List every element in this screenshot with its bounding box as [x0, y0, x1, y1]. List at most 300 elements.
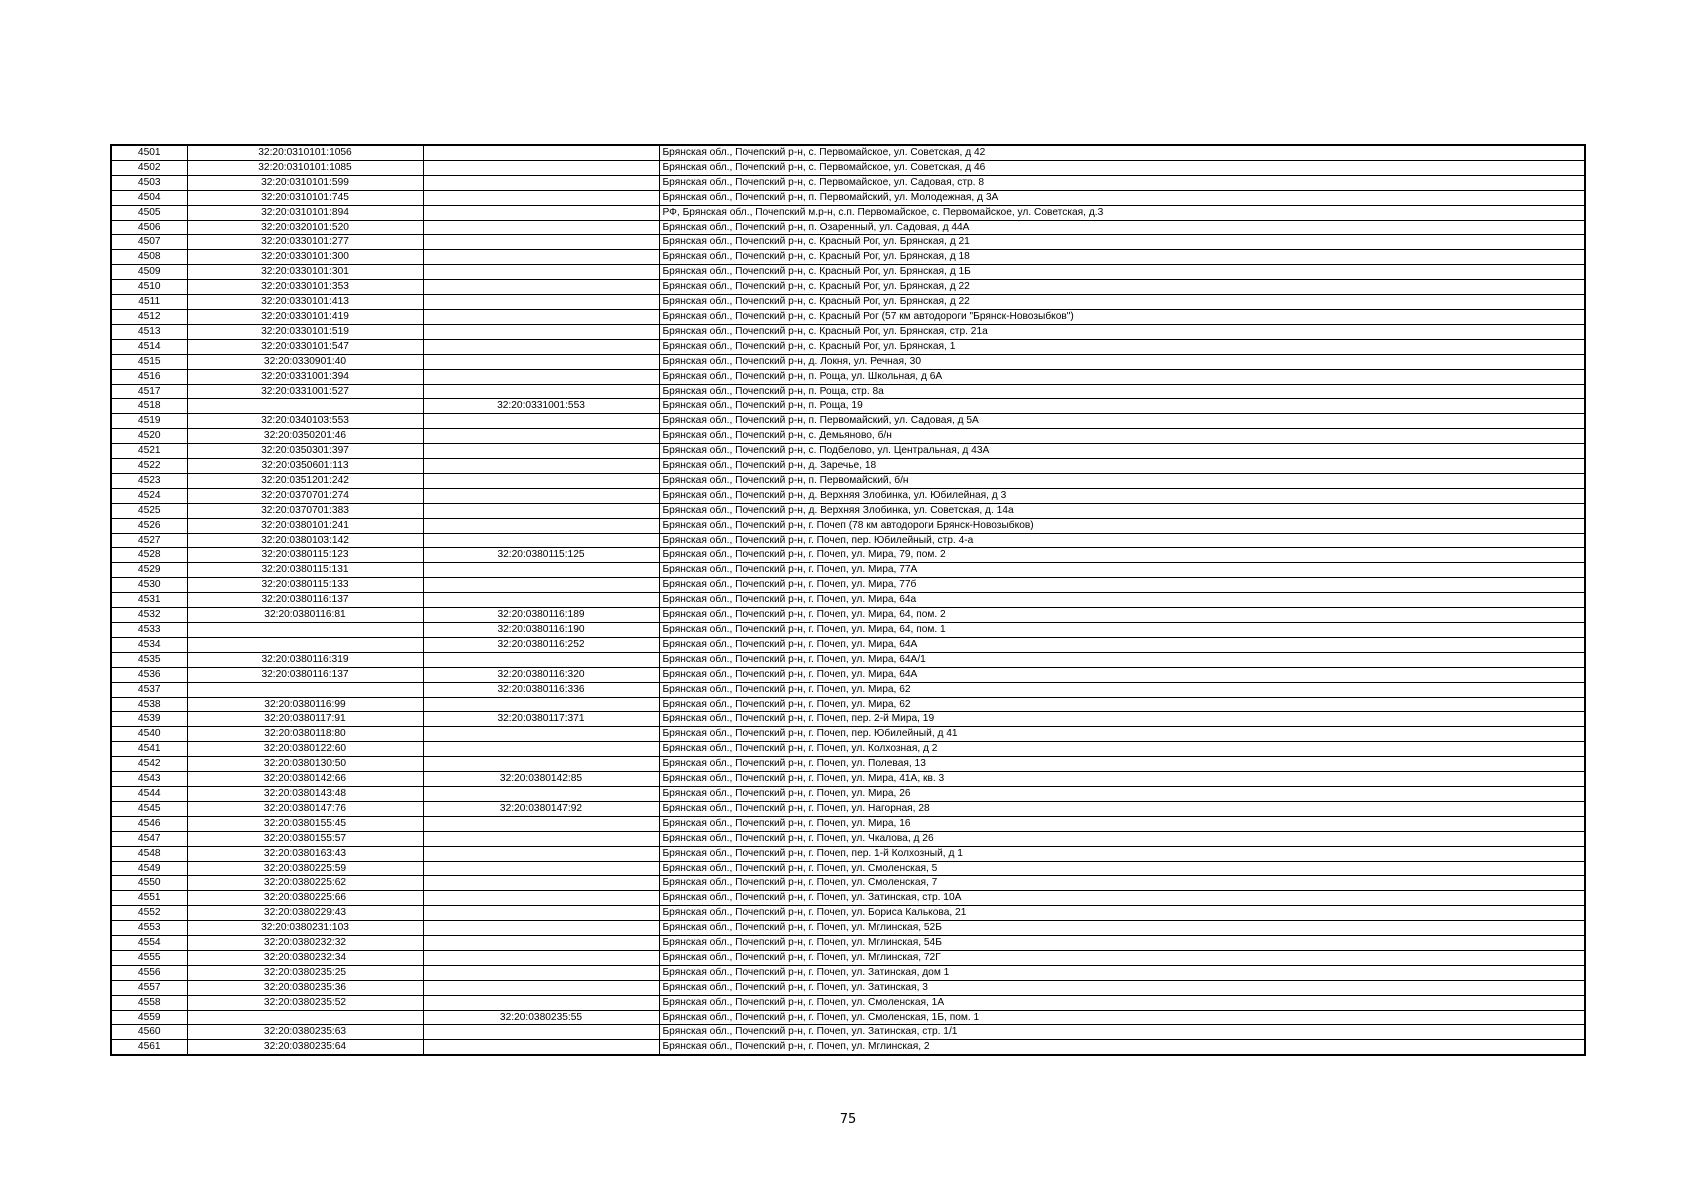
- cadastral-number-cell: 32:20:0350201:46: [187, 429, 423, 444]
- row-number-cell: 4507: [111, 235, 187, 250]
- address-cell: Брянская обл., Почепский р-н, г. Почеп, ул. Мира, 62: [659, 682, 1585, 697]
- row-number-cell: 4535: [111, 652, 187, 667]
- row-number-cell: 4534: [111, 637, 187, 652]
- table-row: [111, 667, 1585, 682]
- row-number-cell: 4501: [111, 145, 187, 160]
- row-number-cell: 4504: [111, 190, 187, 205]
- address-cell: Брянская обл., Почепский р-н, г. Почеп, ул. Мира, 64А: [659, 637, 1585, 652]
- cadastral-number-cell: 32:20:0380232:32: [187, 936, 423, 951]
- parent-cadastral-number-cell: 32:20:0380116:320: [423, 667, 659, 682]
- parent-cadastral-number-cell: [423, 235, 659, 250]
- parent-cadastral-number-cell: [423, 190, 659, 205]
- cadastral-number-cell: 32:20:0380163:43: [187, 846, 423, 861]
- parent-cadastral-number-cell: 32:20:0380235:55: [423, 1010, 659, 1025]
- table-row: [111, 399, 1585, 414]
- parent-cadastral-number-cell: [423, 265, 659, 280]
- row-number-cell: 4519: [111, 414, 187, 429]
- row-number-cell: 4513: [111, 324, 187, 339]
- table-row: [111, 503, 1585, 518]
- address-cell: Брянская обл., Почепский р-н, г. Почеп, ул. Смоленская, 1А: [659, 995, 1585, 1010]
- row-number-cell: 4554: [111, 936, 187, 951]
- parent-cadastral-number-cell: [423, 295, 659, 310]
- row-number-cell: 4537: [111, 682, 187, 697]
- parent-cadastral-number-cell: [423, 250, 659, 265]
- table-row: [111, 548, 1585, 563]
- parent-cadastral-number-cell: [423, 175, 659, 190]
- cadastral-number-cell: [187, 682, 423, 697]
- table-row: [111, 429, 1585, 444]
- table-row: [111, 742, 1585, 757]
- row-number-cell: 4548: [111, 846, 187, 861]
- table-row: [111, 980, 1585, 995]
- table-row: [111, 1040, 1585, 1055]
- table-row: [111, 518, 1585, 533]
- table-row: [111, 891, 1585, 906]
- cadastral-number-cell: 32:20:0370701:274: [187, 488, 423, 503]
- table-row: [111, 816, 1585, 831]
- cadastral-number-cell: 32:20:0380225:66: [187, 891, 423, 906]
- address-cell: Брянская обл., Почепский р-н, г. Почеп, пер. Юбилейный, стр. 4-а: [659, 533, 1585, 548]
- cadastral-number-cell: 32:20:0380225:59: [187, 861, 423, 876]
- row-number-cell: 4541: [111, 742, 187, 757]
- row-number-cell: 4514: [111, 339, 187, 354]
- table-row: [111, 623, 1585, 638]
- address-cell: Брянская обл., Почепский р-н, п. Роща, ул. Школьная, д 6А: [659, 369, 1585, 384]
- parent-cadastral-number-cell: [423, 205, 659, 220]
- table-row: [111, 727, 1585, 742]
- address-cell: Брянская обл., Почепский р-н, с. Подбелово, ул. Центральная, д 43А: [659, 444, 1585, 459]
- row-number-cell: 4509: [111, 265, 187, 280]
- address-cell: Брянская обл., Почепский р-н, г. Почеп, ул. Нагорная, 28: [659, 801, 1585, 816]
- cadastral-number-cell: 32:20:0380235:52: [187, 995, 423, 1010]
- table-row: [111, 280, 1585, 295]
- table-row: [111, 339, 1585, 354]
- address-cell: Брянская обл., Почепский р-н, г. Почеп, ул. Мглинская, 2: [659, 1040, 1585, 1055]
- row-number-cell: 4533: [111, 623, 187, 638]
- cadastral-number-cell: 32:20:0330101:277: [187, 235, 423, 250]
- address-cell: Брянская обл., Почепский р-н, г. Почеп, ул. Мира, 26: [659, 786, 1585, 801]
- table-row: [111, 578, 1585, 593]
- address-cell: Брянская обл., Почепский р-н, г. Почеп, ул. Затинская, стр. 1/1: [659, 1025, 1585, 1040]
- cadastral-number-cell: 32:20:0380225:62: [187, 876, 423, 891]
- parent-cadastral-number-cell: [423, 473, 659, 488]
- cadastral-number-cell: 32:20:0330101:419: [187, 309, 423, 324]
- cadastral-number-cell: 32:20:0380130:50: [187, 757, 423, 772]
- table-row: [111, 384, 1585, 399]
- table-row: [111, 712, 1585, 727]
- table-row: [111, 473, 1585, 488]
- address-cell: Брянская обл., Почепский р-н, п. Первомайский, ул. Молодежная, д 3А: [659, 190, 1585, 205]
- address-cell: Брянская обл., Почепский р-н, г. Почеп, пер. Юбилейный, д 41: [659, 727, 1585, 742]
- row-number-cell: 4546: [111, 816, 187, 831]
- row-number-cell: 4527: [111, 533, 187, 548]
- address-cell: Брянская обл., Почепский р-н, г. Почеп, ул. Мира, 77б: [659, 578, 1585, 593]
- row-number-cell: 4503: [111, 175, 187, 190]
- row-number-cell: 4521: [111, 444, 187, 459]
- parent-cadastral-number-cell: 32:20:0380142:85: [423, 772, 659, 787]
- parent-cadastral-number-cell: [423, 995, 659, 1010]
- table-row: [111, 861, 1585, 876]
- parent-cadastral-number-cell: [423, 727, 659, 742]
- address-cell: Брянская обл., Почепский р-н, г. Почеп, ул. Затинская, дом 1: [659, 965, 1585, 980]
- cadastral-number-cell: 32:20:0350301:397: [187, 444, 423, 459]
- row-number-cell: 4515: [111, 354, 187, 369]
- parent-cadastral-number-cell: [423, 861, 659, 876]
- table-row: [111, 265, 1585, 280]
- address-cell: Брянская обл., Почепский р-н, с. Красный Рог (57 км автодороги "Брянск-Новозыбков"): [659, 309, 1585, 324]
- row-number-cell: 4539: [111, 712, 187, 727]
- address-cell: Брянская обл., Почепский р-н, г. Почеп, ул. Мглинская, 52Б: [659, 921, 1585, 936]
- row-number-cell: 4561: [111, 1040, 187, 1055]
- table-row: [111, 145, 1585, 160]
- table-row: [111, 459, 1585, 474]
- cadastral-number-cell: 32:20:0330101:519: [187, 324, 423, 339]
- table-row: [111, 324, 1585, 339]
- table-row: [111, 563, 1585, 578]
- cadastral-number-cell: [187, 1010, 423, 1025]
- row-number-cell: 4518: [111, 399, 187, 414]
- address-cell: Брянская обл., Почепский р-н, д. Заречье, 18: [659, 459, 1585, 474]
- table-row: [111, 369, 1585, 384]
- cadastral-number-cell: 32:20:0330101:301: [187, 265, 423, 280]
- row-number-cell: 4506: [111, 220, 187, 235]
- parent-cadastral-number-cell: [423, 384, 659, 399]
- row-number-cell: 4531: [111, 593, 187, 608]
- parent-cadastral-number-cell: [423, 697, 659, 712]
- parent-cadastral-number-cell: [423, 160, 659, 175]
- cadastral-number-cell: 32:20:0380231:103: [187, 921, 423, 936]
- row-number-cell: 4538: [111, 697, 187, 712]
- row-number-cell: 4510: [111, 280, 187, 295]
- cadastral-number-cell: 32:20:0380155:57: [187, 831, 423, 846]
- cadastral-number-cell: 32:20:0380115:133: [187, 578, 423, 593]
- parent-cadastral-number-cell: [423, 742, 659, 757]
- row-number-cell: 4525: [111, 503, 187, 518]
- row-number-cell: 4523: [111, 473, 187, 488]
- cadastral-number-cell: [187, 623, 423, 638]
- address-cell: Брянская обл., Почепский р-н, г. Почеп, ул. Мира, 64, пом. 2: [659, 608, 1585, 623]
- cadastral-number-cell: 32:20:0380147:76: [187, 801, 423, 816]
- parent-cadastral-number-cell: [423, 652, 659, 667]
- parent-cadastral-number-cell: [423, 533, 659, 548]
- row-number-cell: 4532: [111, 608, 187, 623]
- row-number-cell: 4522: [111, 459, 187, 474]
- cadastral-number-cell: 32:20:0331001:394: [187, 369, 423, 384]
- cadastral-number-cell: 32:20:0350601:113: [187, 459, 423, 474]
- table-row: [111, 205, 1585, 220]
- row-number-cell: 4542: [111, 757, 187, 772]
- cadastral-number-cell: 32:20:0380229:43: [187, 906, 423, 921]
- address-cell: Брянская обл., Почепский р-н, п. Первомайский, ул. Садовая, д 5А: [659, 414, 1585, 429]
- parent-cadastral-number-cell: [423, 950, 659, 965]
- parent-cadastral-number-cell: [423, 444, 659, 459]
- table-row: [111, 309, 1585, 324]
- table-row: [111, 414, 1585, 429]
- parent-cadastral-number-cell: [423, 891, 659, 906]
- cadastral-number-cell: 32:20:0351201:242: [187, 473, 423, 488]
- parent-cadastral-number-cell: 32:20:0380116:336: [423, 682, 659, 697]
- cadastral-number-cell: 32:20:0380235:25: [187, 965, 423, 980]
- cadastral-number-cell: 32:20:0380116:99: [187, 697, 423, 712]
- row-number-cell: 4528: [111, 548, 187, 563]
- address-cell: Брянская обл., Почепский р-н, п. Озаренный, ул. Садовая, д 44А: [659, 220, 1585, 235]
- table-row: [111, 533, 1585, 548]
- address-cell: Брянская обл., Почепский р-н, г. Почеп, ул. Затинская, стр. 10А: [659, 891, 1585, 906]
- address-cell: Брянская обл., Почепский р-н, г. Почеп (78 км автодороги Брянск-Новозыбков): [659, 518, 1585, 533]
- row-number-cell: 4552: [111, 906, 187, 921]
- cadastral-number-cell: [187, 399, 423, 414]
- address-cell: Брянская обл., Почепский р-н, г. Почеп, пер. 1-й Колхозный, д 1: [659, 846, 1585, 861]
- cadastral-number-cell: 32:20:0380118:80: [187, 727, 423, 742]
- parent-cadastral-number-cell: [423, 280, 659, 295]
- table-row: [111, 652, 1585, 667]
- parent-cadastral-number-cell: 32:20:0331001:553: [423, 399, 659, 414]
- table-row: [111, 936, 1585, 951]
- parent-cadastral-number-cell: [423, 1025, 659, 1040]
- table-row: [111, 1010, 1585, 1025]
- table-row: [111, 295, 1585, 310]
- row-number-cell: 4540: [111, 727, 187, 742]
- row-number-cell: 4556: [111, 965, 187, 980]
- row-number-cell: 4529: [111, 563, 187, 578]
- cadastral-number-cell: 32:20:0380115:123: [187, 548, 423, 563]
- address-cell: Брянская обл., Почепский р-н, с. Демьяново, б/н: [659, 429, 1585, 444]
- cadastral-number-cell: 32:20:0310101:1056: [187, 145, 423, 160]
- row-number-cell: 4557: [111, 980, 187, 995]
- table-row: [111, 995, 1585, 1010]
- cadastral-number-cell: 32:20:0330101:353: [187, 280, 423, 295]
- table-row: [111, 250, 1585, 265]
- parent-cadastral-number-cell: 32:20:0380147:92: [423, 801, 659, 816]
- row-number-cell: 4511: [111, 295, 187, 310]
- row-number-cell: 4545: [111, 801, 187, 816]
- cadastral-number-cell: 32:20:0320101:520: [187, 220, 423, 235]
- parent-cadastral-number-cell: [423, 324, 659, 339]
- address-cell: Брянская обл., Почепский р-н, п. Роща, 19: [659, 399, 1585, 414]
- address-cell: Брянская обл., Почепский р-н, с. Первомайское, ул. Советская, д 42: [659, 145, 1585, 160]
- row-number-cell: 4526: [111, 518, 187, 533]
- row-number-cell: 4543: [111, 772, 187, 787]
- cadastral-number-cell: 32:20:0380122:60: [187, 742, 423, 757]
- address-cell: Брянская обл., Почепский р-н, с. Красный Рог, ул. Брянская, д 21: [659, 235, 1585, 250]
- parent-cadastral-number-cell: [423, 578, 659, 593]
- table-row: [111, 682, 1585, 697]
- parent-cadastral-number-cell: [423, 876, 659, 891]
- table-row: [111, 593, 1585, 608]
- parent-cadastral-number-cell: [423, 1040, 659, 1055]
- cadastral-number-cell: 32:20:0380235:36: [187, 980, 423, 995]
- address-cell: Брянская обл., Почепский р-н, г. Почеп, ул. Мира, 64А/1: [659, 652, 1585, 667]
- table-row: [111, 831, 1585, 846]
- row-number-cell: 4547: [111, 831, 187, 846]
- address-cell: РФ, Брянская обл., Почепский м.р-н, с.п. Первомайское, с. Первомайское, ул. Советская, д.3: [659, 205, 1585, 220]
- row-number-cell: 4516: [111, 369, 187, 384]
- parent-cadastral-number-cell: 32:20:0380116:252: [423, 637, 659, 652]
- parent-cadastral-number-cell: [423, 220, 659, 235]
- cadastral-number-cell: 32:20:0380116:137: [187, 667, 423, 682]
- parent-cadastral-number-cell: [423, 816, 659, 831]
- address-cell: Брянская обл., Почепский р-н, г. Почеп, ул. Мира, 79, пом. 2: [659, 548, 1585, 563]
- address-cell: Брянская обл., Почепский р-н, г. Почеп, ул. Мира, 64А: [659, 667, 1585, 682]
- address-cell: Брянская обл., Почепский р-н, г. Почеп, ул. Колхозная, д 2: [659, 742, 1585, 757]
- parent-cadastral-number-cell: [423, 354, 659, 369]
- parent-cadastral-number-cell: [423, 921, 659, 936]
- cadastral-number-cell: 32:20:0380235:63: [187, 1025, 423, 1040]
- address-cell: Брянская обл., Почепский р-н, г. Почеп, ул. Полевая, 13: [659, 757, 1585, 772]
- parent-cadastral-number-cell: [423, 459, 659, 474]
- table-row: [111, 235, 1585, 250]
- table-row: [111, 846, 1585, 861]
- parent-cadastral-number-cell: [423, 906, 659, 921]
- parent-cadastral-number-cell: [423, 563, 659, 578]
- cadastral-number-cell: 32:20:0380115:131: [187, 563, 423, 578]
- address-cell: Брянская обл., Почепский р-н, г. Почеп, ул. Чкалова, д 26: [659, 831, 1585, 846]
- cadastral-number-cell: 32:20:0380103:142: [187, 533, 423, 548]
- row-number-cell: 4544: [111, 786, 187, 801]
- table-row: [111, 637, 1585, 652]
- cadastral-number-cell: 32:20:0380116:137: [187, 593, 423, 608]
- parent-cadastral-number-cell: [423, 757, 659, 772]
- row-number-cell: 4549: [111, 861, 187, 876]
- cadastral-number-cell: 32:20:0310101:745: [187, 190, 423, 205]
- parent-cadastral-number-cell: [423, 309, 659, 324]
- table-row: [111, 160, 1585, 175]
- cadastral-number-cell: 32:20:0330101:547: [187, 339, 423, 354]
- cadastral-number-cell: 32:20:0310101:1085: [187, 160, 423, 175]
- address-cell: Брянская обл., Почепский р-н, с. Красный Рог, ул. Брянская, стр. 21а: [659, 324, 1585, 339]
- address-cell: Брянская обл., Почепский р-н, г. Почеп, ул. Мира, 62: [659, 697, 1585, 712]
- parent-cadastral-number-cell: [423, 936, 659, 951]
- address-cell: Брянская обл., Почепский р-н, п. Первомайский, б/н: [659, 473, 1585, 488]
- row-number-cell: 4502: [111, 160, 187, 175]
- parent-cadastral-number-cell: [423, 980, 659, 995]
- address-cell: Брянская обл., Почепский р-н, г. Почеп, ул. Смоленская, 1Б, пом. 1: [659, 1010, 1585, 1025]
- parent-cadastral-number-cell: [423, 593, 659, 608]
- table-row: [111, 697, 1585, 712]
- cadastral-number-cell: 32:20:0380232:34: [187, 950, 423, 965]
- parent-cadastral-number-cell: 32:20:0380116:190: [423, 623, 659, 638]
- parent-cadastral-number-cell: [423, 369, 659, 384]
- row-number-cell: 4505: [111, 205, 187, 220]
- address-cell: Брянская обл., Почепский р-н, г. Почеп, ул. Мира, 64а: [659, 593, 1585, 608]
- cadastral-number-cell: 32:20:0331001:527: [187, 384, 423, 399]
- page-number: 75: [839, 1112, 857, 1127]
- row-number-cell: 4517: [111, 384, 187, 399]
- table-row: [111, 921, 1585, 936]
- table-row: [111, 786, 1585, 801]
- table-row: [111, 772, 1585, 787]
- row-number-cell: 4520: [111, 429, 187, 444]
- address-cell: Брянская обл., Почепский р-н, с. Первомайское, ул. Советская, д 46: [659, 160, 1585, 175]
- address-cell: Брянская обл., Почепский р-н, д. Верхняя Злобинка, ул. Советская, д. 14а: [659, 503, 1585, 518]
- registry-table-body: [111, 145, 1585, 1055]
- cadastral-number-cell: 32:20:0380235:64: [187, 1040, 423, 1055]
- table-row: [111, 965, 1585, 980]
- cadastral-number-cell: 32:20:0310101:894: [187, 205, 423, 220]
- parent-cadastral-number-cell: [423, 488, 659, 503]
- address-cell: Брянская обл., Почепский р-н, г. Почеп, ул. Мглинская, 54Б: [659, 936, 1585, 951]
- table-row: [111, 950, 1585, 965]
- address-cell: Брянская обл., Почепский р-н, с. Красный Рог, ул. Брянская, д 22: [659, 280, 1585, 295]
- address-cell: Брянская обл., Почепский р-н, г. Почеп, ул. Мира, 41А, кв. 3: [659, 772, 1585, 787]
- row-number-cell: 4555: [111, 950, 187, 965]
- address-cell: Брянская обл., Почепский р-н, г. Почеп, ул. Мира, 16: [659, 816, 1585, 831]
- address-cell: Брянская обл., Почепский р-н, г. Почеп, ул. Смоленская, 7: [659, 876, 1585, 891]
- cadastral-number-cell: [187, 637, 423, 652]
- row-number-cell: 4551: [111, 891, 187, 906]
- parent-cadastral-number-cell: [423, 518, 659, 533]
- parent-cadastral-number-cell: [423, 339, 659, 354]
- cadastral-number-cell: 32:20:0380116:319: [187, 652, 423, 667]
- cadastral-number-cell: 32:20:0340103:553: [187, 414, 423, 429]
- address-cell: Брянская обл., Почепский р-н, с. Красный Рог, ул. Брянская, 1: [659, 339, 1585, 354]
- parent-cadastral-number-cell: [423, 503, 659, 518]
- table-row: [111, 354, 1585, 369]
- address-cell: Брянская обл., Почепский р-н, п. Роща, стр. 8а: [659, 384, 1585, 399]
- address-cell: Брянская обл., Почепский р-н, д. Локня, ул. Речная, 30: [659, 354, 1585, 369]
- row-number-cell: 4553: [111, 921, 187, 936]
- address-cell: Брянская обл., Почепский р-н, г. Почеп, ул. Мглинская, 72Г: [659, 950, 1585, 965]
- address-cell: Брянская обл., Почепский р-н, с. Первомайское, ул. Садовая, стр. 8: [659, 175, 1585, 190]
- table-row: [111, 175, 1585, 190]
- row-number-cell: 4559: [111, 1010, 187, 1025]
- parent-cadastral-number-cell: 32:20:0380115:125: [423, 548, 659, 563]
- table-row: [111, 757, 1585, 772]
- table-row: [111, 906, 1585, 921]
- parent-cadastral-number-cell: 32:20:0380116:189: [423, 608, 659, 623]
- row-number-cell: 4512: [111, 309, 187, 324]
- table-row: [111, 190, 1585, 205]
- table-row: [111, 488, 1585, 503]
- cadastral-number-cell: 32:20:0380116:81: [187, 608, 423, 623]
- address-cell: Брянская обл., Почепский р-н, д. Верхняя Злобинка, ул. Юбилейная, д 3: [659, 488, 1585, 503]
- address-cell: Брянская обл., Почепский р-н, с. Красный Рог, ул. Брянская, д 18: [659, 250, 1585, 265]
- cadastral-number-cell: 32:20:0330101:413: [187, 295, 423, 310]
- row-number-cell: 4530: [111, 578, 187, 593]
- table-row: [111, 220, 1585, 235]
- cadastral-number-cell: 32:20:0380142:66: [187, 772, 423, 787]
- parent-cadastral-number-cell: [423, 786, 659, 801]
- row-number-cell: 4558: [111, 995, 187, 1010]
- address-cell: Брянская обл., Почепский р-н, с. Красный Рог, ул. Брянская, д 1Б: [659, 265, 1585, 280]
- parent-cadastral-number-cell: [423, 429, 659, 444]
- address-cell: Брянская обл., Почепский р-н, с. Красный Рог, ул. Брянская, д 22: [659, 295, 1585, 310]
- parent-cadastral-number-cell: [423, 414, 659, 429]
- address-cell: Брянская обл., Почепский р-н, г. Почеп, ул. Бориса Калькова, 21: [659, 906, 1585, 921]
- parent-cadastral-number-cell: [423, 145, 659, 160]
- address-cell: Брянская обл., Почепский р-н, г. Почеп, пер. 2-й Мира, 19: [659, 712, 1585, 727]
- registry-table: [110, 144, 1586, 1056]
- parent-cadastral-number-cell: [423, 831, 659, 846]
- cadastral-number-cell: 32:20:0330101:300: [187, 250, 423, 265]
- table-row: [111, 876, 1585, 891]
- row-number-cell: 4550: [111, 876, 187, 891]
- row-number-cell: 4508: [111, 250, 187, 265]
- row-number-cell: 4536: [111, 667, 187, 682]
- address-cell: Брянская обл., Почепский р-н, г. Почеп, ул. Мира, 77А: [659, 563, 1585, 578]
- table-row: [111, 444, 1585, 459]
- row-number-cell: 4560: [111, 1025, 187, 1040]
- table-row: [111, 801, 1585, 816]
- table-row: [111, 608, 1585, 623]
- row-number-cell: 4524: [111, 488, 187, 503]
- parent-cadastral-number-cell: [423, 846, 659, 861]
- cadastral-number-cell: 32:20:0380117:91: [187, 712, 423, 727]
- address-cell: Брянская обл., Почепский р-н, г. Почеп, ул. Затинская, 3: [659, 980, 1585, 995]
- table-row: [111, 1025, 1585, 1040]
- address-cell: Брянская обл., Почепский р-н, г. Почеп, ул. Смоленская, 5: [659, 861, 1585, 876]
- cadastral-number-cell: 32:20:0380143:48: [187, 786, 423, 801]
